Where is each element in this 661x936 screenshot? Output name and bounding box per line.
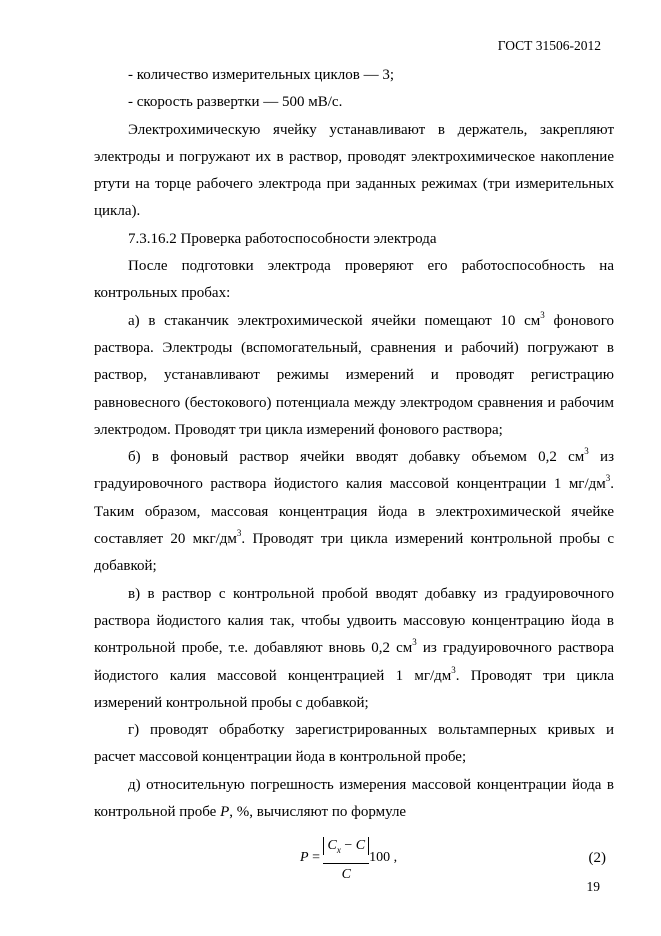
formula-denominator: C [341,866,351,882]
paragraph-cycles: - количество измерительных циклов — 3; [128,67,394,83]
paragraph-step-d [94,772,614,827]
formula-equals: = [308,850,324,866]
equation-number: (2) [588,850,606,867]
text-fragment: фонового раствора. Электроды (вспомогательный, сравнения и рабочий) погружают в раствор, устанавливают режимы измерений и проводят регистрацию равновесного (бестокового) потенциала между электродом сравнения и рабочим электродом. Проводят три цикла измерений фонового раствора; [94,312,614,438]
superscript: 3 [605,473,611,484]
formula-row [94,830,614,888]
var-c: C [355,838,366,854]
text-fragment: д) относительную погрешность измерения массовой концентрации йода в контрольной пробе [94,776,614,821]
formula-fraction [323,832,369,883]
formula-numerator [323,837,369,855]
text-fragment: а) в стаканчик электрохимической ячейки помещают 10 см [128,312,541,329]
superscript: 3 [412,637,417,648]
paragraph-step-g: г) проводят обработку зарегистрированных вольтамперных кривых и расчет массовой концентрации йода в контрольной пробе; [94,722,614,766]
superscript: 3 [584,446,589,457]
superscript: 3 [236,528,242,539]
paragraph-cell-setup: Электрохимическую ячейку устанавливают в держатель, закрепляют электроды и погружают их в раствор, проводят электрохимическое накопление ртути на торце рабочего электрода при заданных режимах (три измерительных цикла). [94,121,614,220]
formula-2 [300,832,397,883]
superscript: 3 [540,309,545,320]
page-number: 19 [586,879,600,894]
text-fragment: . Проводят три цикла измерений контрольной пробы с добавкой; [94,667,614,711]
text-fragment: . Таким образом, массовая концентрация йода в электрохимической ячейке составляет 20 мкг/дм [94,476,614,548]
minus-sign: − [340,838,356,854]
text-fragment: . Проводят три цикла измерений контрольной пробы с добавкой; [94,531,615,575]
section-heading: 7.3.16.2 Проверка работоспособности электрода [128,230,437,247]
formula-lhs: P [300,850,309,866]
variable-p: P [220,804,230,821]
text-fragment: из градуировочного раствора йодистого калия массовой концентрацией 1 мг/дм [94,640,615,684]
page-body [94,62,614,888]
subscript-x: x [336,845,341,856]
fraction-line [323,863,369,864]
paragraph-scan-rate: - скорость развертки — 500 мВ/с. [128,94,343,111]
paragraph-step-v [94,581,614,717]
text-fragment: б) в фоновый раствор ячейки вводят добавку объемом 0,2 см [128,449,585,466]
paragraph-step-a [94,308,614,444]
text-fragment: , %, вычисляют по формуле [229,804,407,821]
formula-comma: , [390,850,398,866]
paragraph-step-b [94,444,614,580]
text-fragment: в) в раствор с контрольной пробой вводят добавку из градуировочного раствора йодистого калия так, чтобы удвоить массовую концентрацию йода в контрольной пробе, т.е. добавляют вновь 0,2 см [94,585,614,657]
text-fragment: из градуировочного раствора йодистого калия массовой концентрации 1 мг/дм [94,449,615,493]
paragraph-check-intro: После подготовки электрода проверяют его работоспособность на контрольных пробах: [94,258,614,302]
superscript: 3 [451,664,456,675]
formula-factor: 100 [369,850,391,866]
document-code: ГОСТ 31506-2012 [497,38,601,53]
var-c: C [327,838,337,854]
